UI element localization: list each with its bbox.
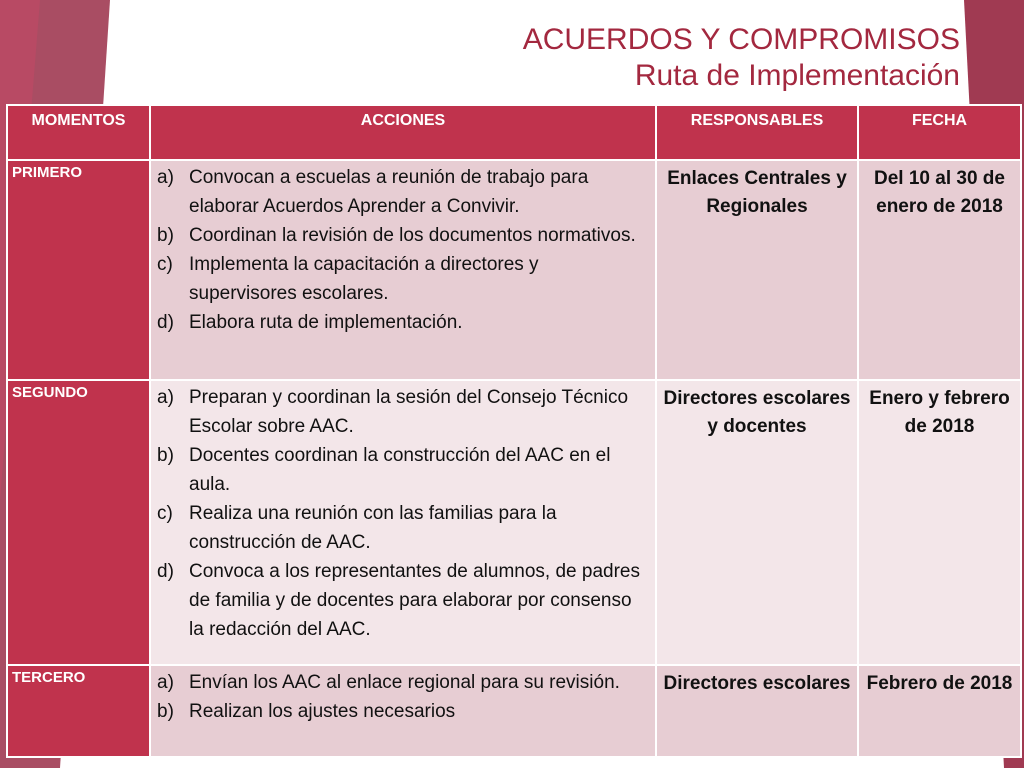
list-item [157,697,647,726]
item-label: c) [157,503,173,524]
list-item [157,441,647,499]
header-acciones: ACCIONES [150,105,656,160]
acciones-cell [150,160,656,380]
acciones-list [157,163,647,337]
table-row [7,380,1021,665]
list-item [157,308,647,337]
implementation-table [6,104,1022,758]
table-header-row [7,105,1021,160]
list-item [157,668,647,697]
acciones-cell [150,380,656,665]
list-item [157,250,647,308]
item-label: b) [157,701,174,722]
fecha-cell: Febrero de 2018 [858,665,1021,757]
list-item [157,163,647,221]
item-text: Docentes coordinan la construcción del AAC en el aula. [189,445,611,495]
item-text: Envían los AAC al enlace regional para su revisión. [189,672,620,693]
table-row [7,160,1021,380]
item-text: Convoca a los representantes de alumnos, de padres de familia y de docentes para elaborar por consenso la redacción del AAC. [189,561,640,640]
title-line-1: ACUERDOS Y COMPROMISOS [522,23,960,56]
list-item [157,499,647,557]
slide-title [523,22,960,94]
acciones-list [157,383,647,644]
responsables-cell: Enlaces Centrales y Regionales [656,160,858,380]
item-label: a) [157,387,174,408]
fecha-cell: Enero y febrero de 2018 [858,380,1021,665]
item-label: b) [157,225,174,246]
title-line-2: Ruta de Implementación [634,59,960,92]
item-text: Preparan y coordinan la sesión del Consejo Técnico Escolar sobre AAC. [189,387,629,437]
list-item [157,383,647,441]
header-momentos: MOMENTOS [7,105,150,160]
item-text: Realizan los ajustes necesarios [189,701,456,722]
item-text: Implementa la capacitación a directores y supervisores escolares. [189,254,539,304]
list-item [157,557,647,644]
fecha-cell: Del 10 al 30 de enero de 2018 [858,160,1021,380]
list-item [157,221,647,250]
momento-cell: SEGUNDO [7,380,150,665]
responsables-cell: Directores escolares [656,665,858,757]
momento-cell: TERCERO [7,665,150,757]
item-text: Realiza una reunión con las familias para la construcción de AAC. [189,503,557,553]
acciones-list [157,668,647,726]
responsables-cell: Directores escolares y docentes [656,380,858,665]
header-responsables: RESPONSABLES [656,105,858,160]
item-text: Convocan a escuelas a reunión de trabajo para elaborar Acuerdos Aprender a Convivir. [189,167,589,217]
item-label: d) [157,312,174,333]
table-row [7,665,1021,757]
item-text: Coordinan la revisión de los documentos normativos. [189,225,636,246]
item-text: Elabora ruta de implementación. [189,312,463,333]
item-label: a) [157,167,174,188]
momento-cell: PRIMERO [7,160,150,380]
item-label: c) [157,254,173,275]
item-label: b) [157,445,174,466]
acciones-cell [150,665,656,757]
item-label: a) [157,672,174,693]
item-label: d) [157,561,174,582]
header-fecha: FECHA [858,105,1021,160]
